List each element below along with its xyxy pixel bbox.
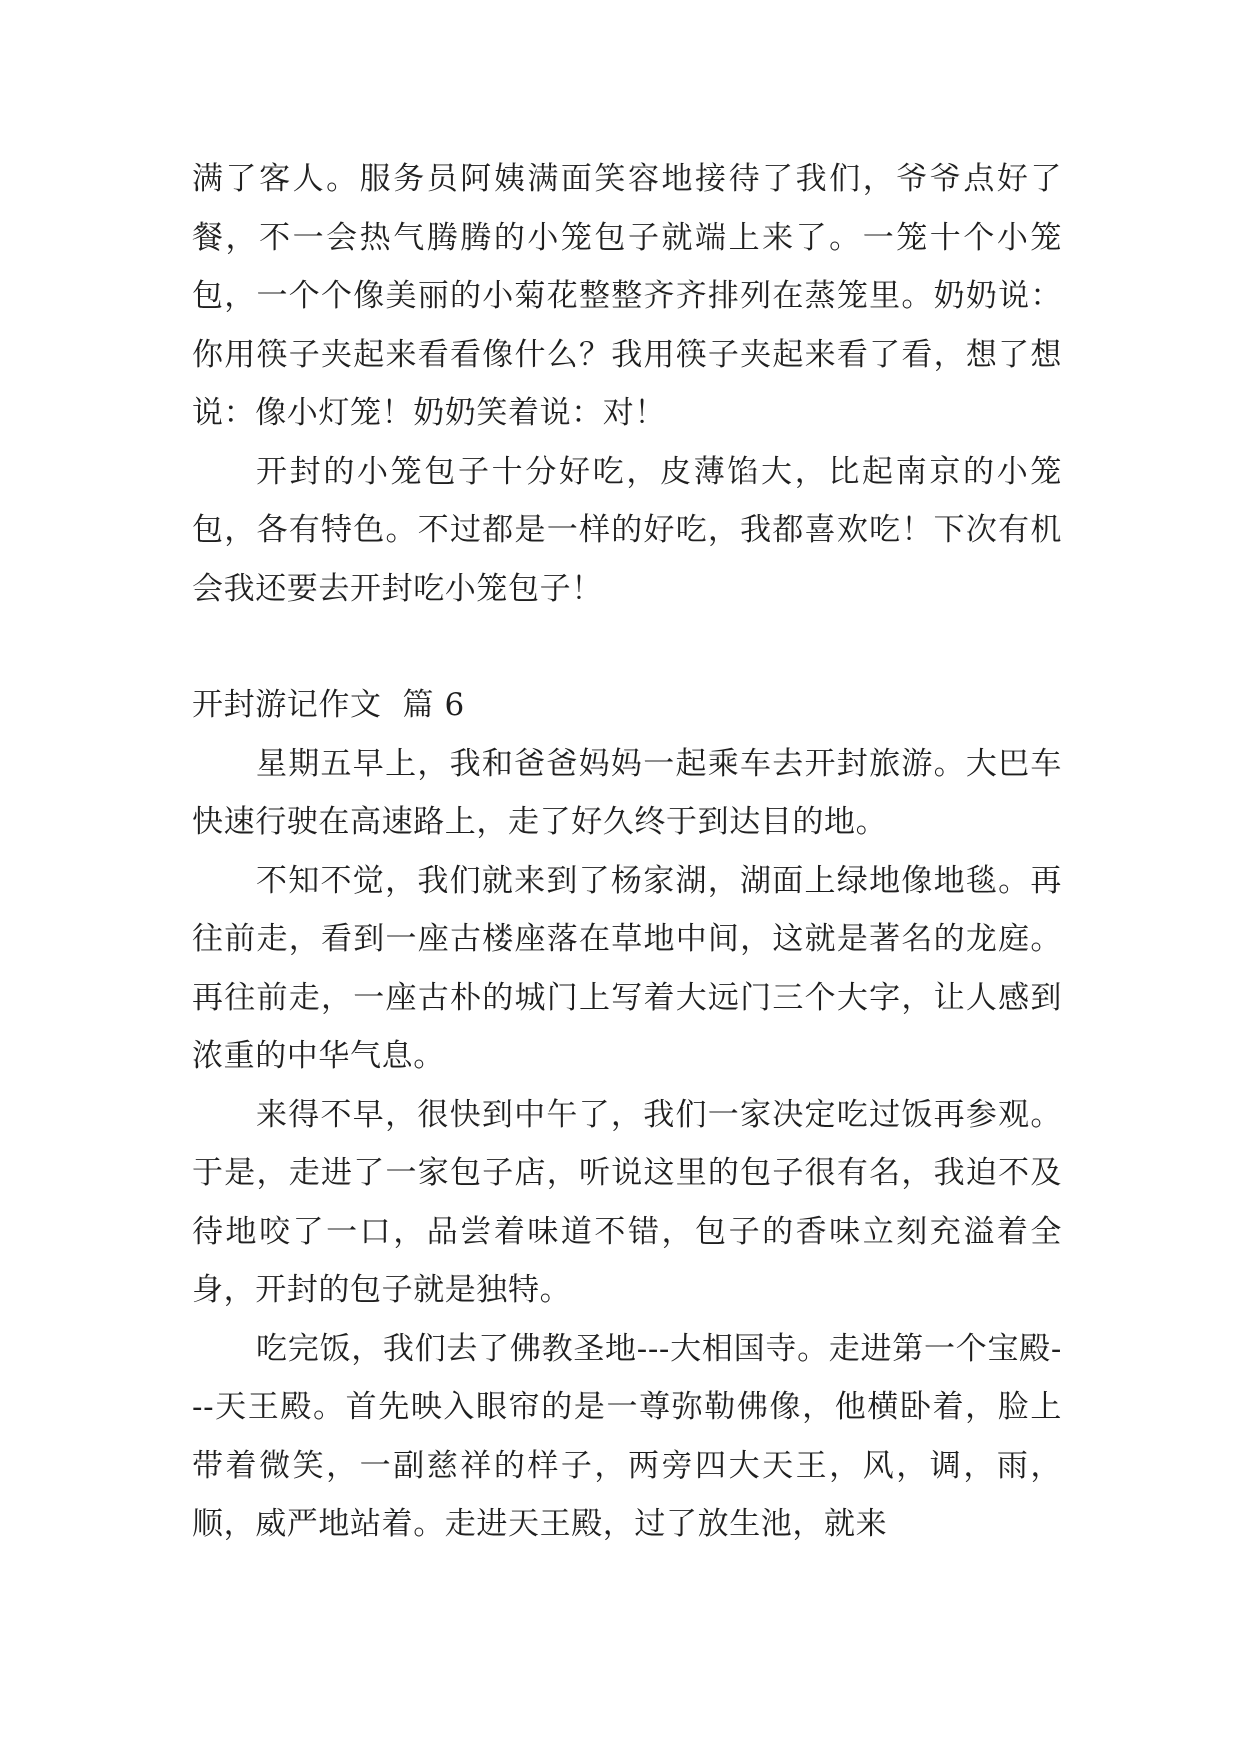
document-body (192, 150, 1062, 1554)
paragraph: 吃完饭，我们去了佛教圣地---大相国寺。走进第一个宝殿---天王殿。首先映入眼帘的是一尊弥勒佛像，他横卧着，脸上带着微笑，一副慈祥的样子，两旁四大天王，风，调，雨，顺，威严地站着。走进天王殿，过了放生池，就来 (192, 1330, 1062, 1542)
paragraph: 开封的小笼包子十分好吃，皮薄馅大，比起南京的小笼包，各有特色。不过都是一样的好吃，我都喜欢吃！下次有机会我还要去开封吃小笼包子！ (192, 453, 1062, 607)
section-title: 开封游记作文 篇 6 (192, 687, 465, 723)
paragraph: 星期五早上，我和爸爸妈妈一起乘车去开封旅游。大巴车快速行驶在高速路上，走了好久终于到达目的地。 (192, 745, 1062, 840)
paragraph: 来得不早，很快到中午了，我们一家决定吃过饭再参观。于是，走进了一家包子店，听说这里的包子很有名，我迫不及待地咬了一口，品尝着味道不错，包子的香味立刻充溢着全身，开封的包子就是独特。 (192, 1096, 1062, 1308)
paragraph: 满了客人。服务员阿姨满面笑容地接待了我们，爷爷点好了餐，不一会热气腾腾的小笼包子就端上来了。一笼十个小笼包，一个个像美丽的小菊花整整齐齐排列在蒸笼里。奶奶说：你用筷子夹起来看看像什么？我用筷子夹起来看了看，想了想说：像小灯笼！奶奶笑着说：对！ (192, 161, 1062, 431)
paragraph: 不知不觉，我们就来到了杨家湖，湖面上绿地像地毯。再往前走，看到一座古楼座落在草地中间，这就是著名的龙庭。再往前走，一座古朴的城门上写着大远门三个大字，让人感到浓重的中华气息。 (192, 862, 1062, 1074)
